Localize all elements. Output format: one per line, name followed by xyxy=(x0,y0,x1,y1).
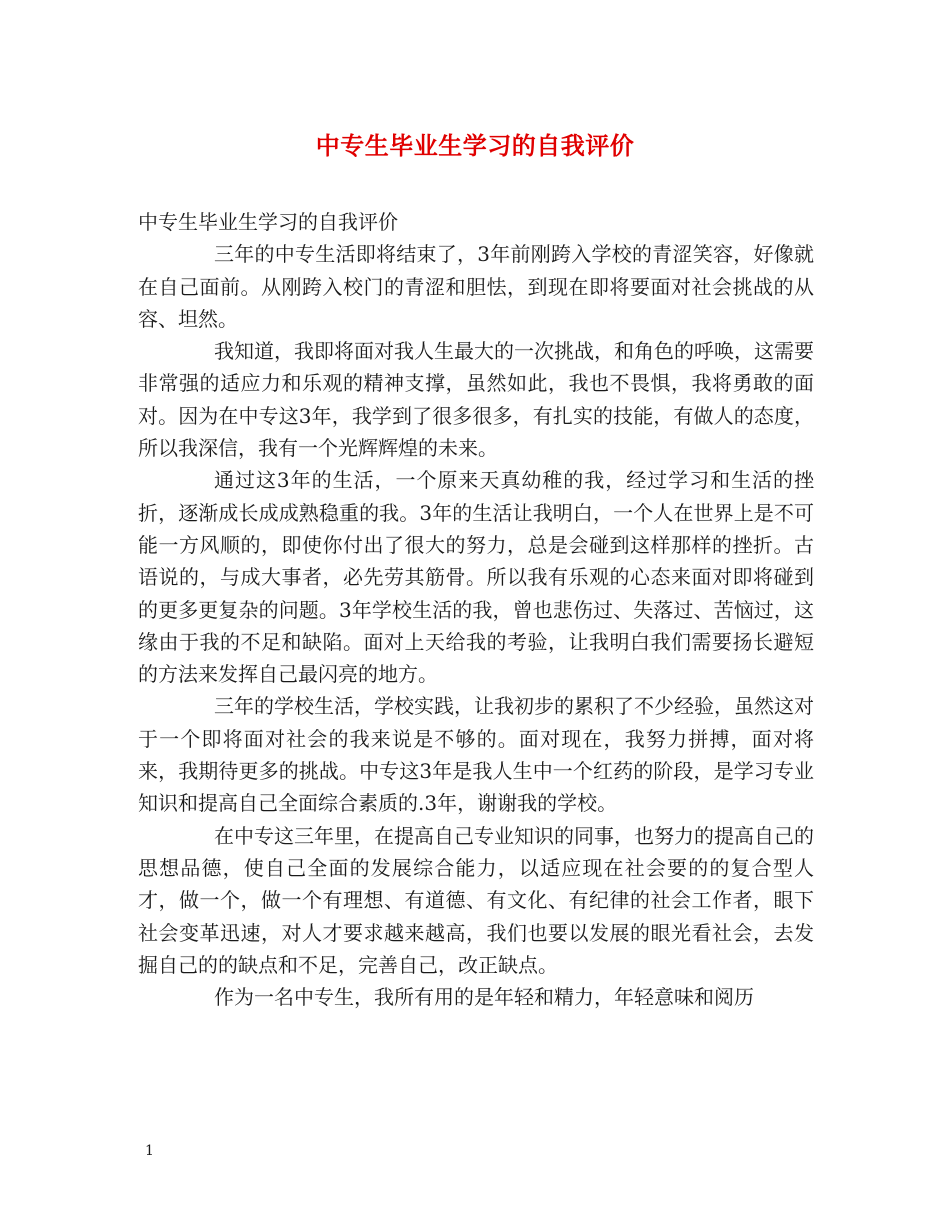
paragraph-3: 通过这3年的生活，一个原来天真幼稚的我，经过学习和生活的挫折，逐渐成长成成熟稳重的我。3年的生活让我明白，一个人在世界上是不可能一方风顺的，即使你付出了很大的努力，总是会碰到这样那样的挫折。古语说的，与成大事者，必先劳其筋骨。所以我有乐观的心态来面对即将碰到的更多更复杂的问题。3年学校生活的我，曾也悲伤过、失落过、苦恼过，这缘由于我的不足和缺陷。面对上天给我的考验，让我明白我们需要扬长避短的方法来发挥自己最闪亮的地方。 xyxy=(138,468,814,687)
document-title: 中专生毕业生学习的自我评价 xyxy=(315,131,635,160)
paragraph-2: 我知道，我即将面对我人生最大的一次挑战，和角色的呼唤，这需要非常强的适应力和乐观的精神支撑，虽然如此，我也不畏惧，我将勇敢的面对。因为在中专这3年，我学到了很多很多，有扎实的技能，有做人的态度，所以我深信，我有一个光辉辉煌的未来。 xyxy=(138,339,814,461)
page-number: 1 xyxy=(145,1143,154,1159)
document-subtitle: 中专生毕业生学习的自我评价 xyxy=(138,210,398,234)
paragraph-1: 三年的中专生活即将结束了，3年前刚跨入学校的青涩笑容，好像就在自己面前。从刚跨入校门的青涩和胆怯，到现在即将要面对社会挑战的从容、坦然。 xyxy=(138,242,814,331)
document-body xyxy=(138,206,814,1013)
paragraph-4: 三年的学校生活，学校实践，让我初步的累积了不少经验，虽然这对于一个即将面对社会的我来说是不够的。面对现在，我努力拼搏，面对将来，我期待更多的挑战。中专这3年是我人生中一个红药的阶段，是学习专业知识和提高自己全面综合素质的.3年，谢谢我的学校。 xyxy=(138,694,814,816)
paragraph-5: 在中专这三年里，在提高自己专业知识的同事，也努力的提高自己的思想品德，使自己全面的发展综合能力，以适应现在社会要的的复合型人才，做一个，做一个有理想、有道德、有文化、有纪律的社会工作者，眼下社会变革迅速，对人才要求越来越高，我们也要以发展的眼光看社会，去发掘自己的的缺点和不足，完善自己，改正缺点。 xyxy=(138,823,814,977)
paragraph-6: 作为一名中专生，我所有用的是年轻和精力，年轻意味和阅历 xyxy=(214,985,754,1010)
